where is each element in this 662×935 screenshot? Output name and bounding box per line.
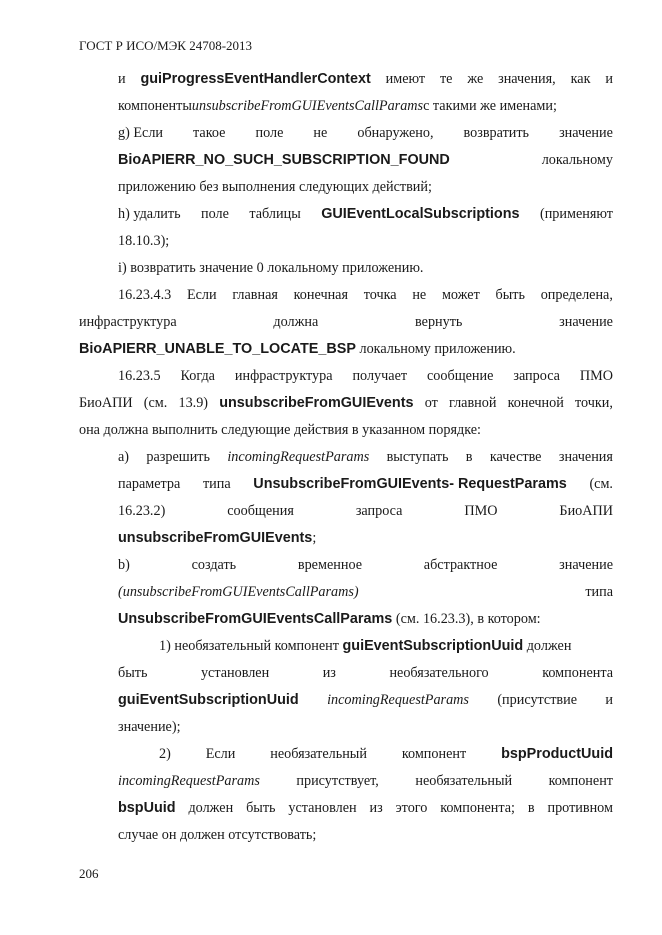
text-segment: создать [191, 557, 237, 573]
text-segment: сообщение [427, 368, 494, 384]
code-term: guiEventSubscriptionUuid [342, 638, 524, 654]
text-segment: необязательный [415, 773, 513, 789]
text-segment: приложению без выполнения следующих действий; [118, 179, 432, 195]
code-term: bspUuid [118, 800, 176, 816]
text-line [79, 421, 481, 439]
text-segment: установлен [200, 665, 270, 681]
text-segment: a) [118, 449, 130, 465]
text-segment: Если [186, 287, 217, 303]
text-segment: этого [395, 800, 428, 816]
text-segment: такое [193, 125, 226, 141]
text-segment: она должна выполнить следующие действия в указанном порядке: [79, 422, 481, 438]
text-segment: значение [559, 314, 613, 330]
text-segment: присутствует, [296, 773, 379, 789]
text-segment: Если [205, 746, 236, 762]
text-segment: инфраструктура [234, 368, 333, 384]
text-segment: должен [523, 638, 572, 654]
text-segment: типа [585, 584, 613, 600]
text-line [79, 394, 613, 412]
text-segment: (применяют [539, 206, 613, 222]
text-line [118, 367, 613, 385]
text-line [79, 340, 516, 358]
italic-term: incomingRequestParams [327, 692, 469, 708]
text-segment: и [605, 71, 613, 87]
code-term: UnsubscribeFromGUIEvents- RequestParams [253, 476, 567, 492]
text-segment: должен [188, 800, 234, 816]
text-segment: выступать [386, 449, 449, 465]
text-segment: БиоАПИ [559, 503, 613, 519]
text-line [118, 448, 613, 466]
text-segment: 16.23.5 [118, 368, 161, 384]
text-line [159, 745, 613, 763]
text-segment: 1) необязательный компонент [159, 638, 343, 654]
text-line [159, 637, 571, 655]
text-segment: i) возвратить значение 0 локальному приложению. [118, 260, 424, 276]
text-segment: от [424, 395, 438, 411]
text-line [118, 286, 613, 304]
text-segment: имеют [385, 71, 426, 87]
text-segment: определена, [540, 287, 613, 303]
text-segment: компонента [542, 665, 613, 681]
text-segment: главная [232, 287, 278, 303]
text-segment: компонента; [440, 800, 516, 816]
text-line [118, 556, 613, 574]
text-segment: быть [495, 287, 525, 303]
text-segment: поле [255, 125, 284, 141]
text-segment: (см. 16.23.3), в котором: [392, 611, 541, 627]
text-segment: те [439, 71, 453, 87]
text-line [118, 826, 316, 844]
text-segment: (см. [143, 395, 168, 411]
text-line [118, 772, 613, 790]
text-segment: главной [448, 395, 497, 411]
text-segment: в [465, 449, 473, 465]
text-segment: значение [559, 125, 613, 141]
text-segment: временное [297, 557, 363, 573]
code-term: unsubscribeFromGUIEvents [118, 530, 313, 546]
text-line [118, 664, 613, 682]
text-segment: таблицы [249, 206, 301, 222]
text-segment: может [441, 287, 480, 303]
code-term: UnsubscribeFromGUIEventsCallParams [118, 611, 393, 627]
text-segment: инфраструктура [79, 314, 177, 330]
code-term: unsubscribeFromGUIEvents [219, 395, 414, 411]
text-line [118, 529, 316, 547]
text-line [118, 718, 181, 736]
text-segment: ПМО [579, 368, 613, 384]
text-segment: конечной [507, 395, 564, 411]
text-segment: конечная [293, 287, 348, 303]
text-line [118, 232, 169, 250]
italic-term: unsubscribeFromGUIEventsCallParams [191, 98, 424, 114]
text-segment: локальному [541, 152, 613, 168]
text-segment: ПМО [464, 503, 498, 519]
text-segment: значение); [118, 719, 181, 735]
text-line [79, 313, 613, 331]
text-segment: 16.23.2) [118, 503, 166, 519]
text-segment: и [605, 692, 613, 708]
text-segment: должна [273, 314, 319, 330]
text-segment: случае он должен отсутствовать; [118, 827, 317, 843]
text-segment: h) удалить [118, 206, 181, 222]
text-segment: из [369, 800, 383, 816]
text-line [118, 691, 613, 709]
text-segment: точки, [575, 395, 613, 411]
code-term: BioAPIERR_UNABLE_TO_LOCATE_BSP [79, 341, 356, 357]
italic-term: incomingRequestParams [227, 449, 370, 465]
text-segment: запроса [355, 503, 403, 519]
text-segment: (см. [589, 476, 613, 492]
text-line [118, 151, 613, 169]
text-segment: параметра [118, 476, 181, 492]
text-segment: необязательный [270, 746, 367, 762]
text-line [118, 799, 613, 817]
text-segment: БиоАПИ [79, 395, 133, 411]
text-segment: возвратить [463, 125, 530, 141]
text-segment: же [467, 71, 484, 87]
text-segment: b) [118, 557, 130, 573]
text-segment: не [313, 125, 328, 141]
text-segment: быть [118, 665, 148, 681]
text-segment: сообщения [227, 503, 294, 519]
text-line [118, 70, 613, 88]
text-segment: точка [363, 287, 397, 303]
text-segment: из [322, 665, 336, 681]
italic-term: (unsubscribeFromGUIEventsCallParams) [118, 584, 359, 600]
text-segment: 16.23.4.3 [118, 287, 172, 303]
text-segment: разрешить [146, 449, 210, 465]
text-segment: значение [559, 557, 613, 573]
text-segment: противном [547, 800, 613, 816]
text-line [118, 583, 613, 601]
text-segment: необязательного [389, 665, 489, 681]
code-term: guiEventSubscriptionUuid [118, 692, 299, 708]
text-segment: компоненты [118, 98, 192, 114]
text-segment: ; [312, 530, 317, 546]
text-segment: и [118, 71, 126, 87]
text-segment: 2) [159, 746, 171, 762]
code-term: BioAPIERR_NO_SUCH_SUBSCRIPTION_FOUND [118, 152, 450, 168]
text-line [118, 502, 613, 520]
italic-term: incomingRequestParams [118, 773, 260, 789]
code-term: GUIEventLocalSubscriptions [321, 206, 520, 222]
text-segment: установлен [288, 800, 357, 816]
text-line [118, 259, 423, 277]
text-line [118, 475, 613, 493]
text-segment: не [412, 287, 427, 303]
text-segment: поле [201, 206, 229, 222]
text-segment: вернуть [415, 314, 463, 330]
text-line [118, 610, 541, 628]
page-number: 206 [79, 866, 99, 881]
text-line [118, 97, 557, 115]
text-segment: запроса [513, 368, 560, 384]
text-segment: значения, [498, 71, 556, 87]
text-segment: получает [352, 368, 408, 384]
text-segment: качестве [489, 449, 542, 465]
text-segment: (присутствие [497, 692, 577, 708]
document-header: ГОСТ Р ИСО/МЭК 24708-2013 [79, 38, 253, 53]
text-line [118, 205, 613, 223]
text-segment: типа [202, 476, 231, 492]
text-segment: локальному приложению. [355, 341, 516, 357]
text-segment: компонент [548, 773, 613, 789]
text-segment: быть [246, 800, 276, 816]
text-segment: абстрактное [423, 557, 498, 573]
text-segment: с такими же именами; [423, 98, 557, 114]
text-segment: значения [558, 449, 613, 465]
text-line [118, 178, 432, 196]
code-term: bspProductUuid [501, 746, 613, 762]
text-segment: 18.10.3); [118, 233, 170, 249]
text-segment: как [570, 71, 591, 87]
text-segment: компонент [401, 746, 467, 762]
code-term: guiProgressEventHandlerContext [140, 71, 371, 87]
text-line [118, 124, 613, 142]
text-segment: в [527, 800, 535, 816]
text-segment: обнаружено, [357, 125, 434, 141]
text-segment: Когда [180, 368, 215, 384]
text-segment: g) Если [118, 125, 164, 141]
text-segment: 13.9) [178, 395, 209, 411]
